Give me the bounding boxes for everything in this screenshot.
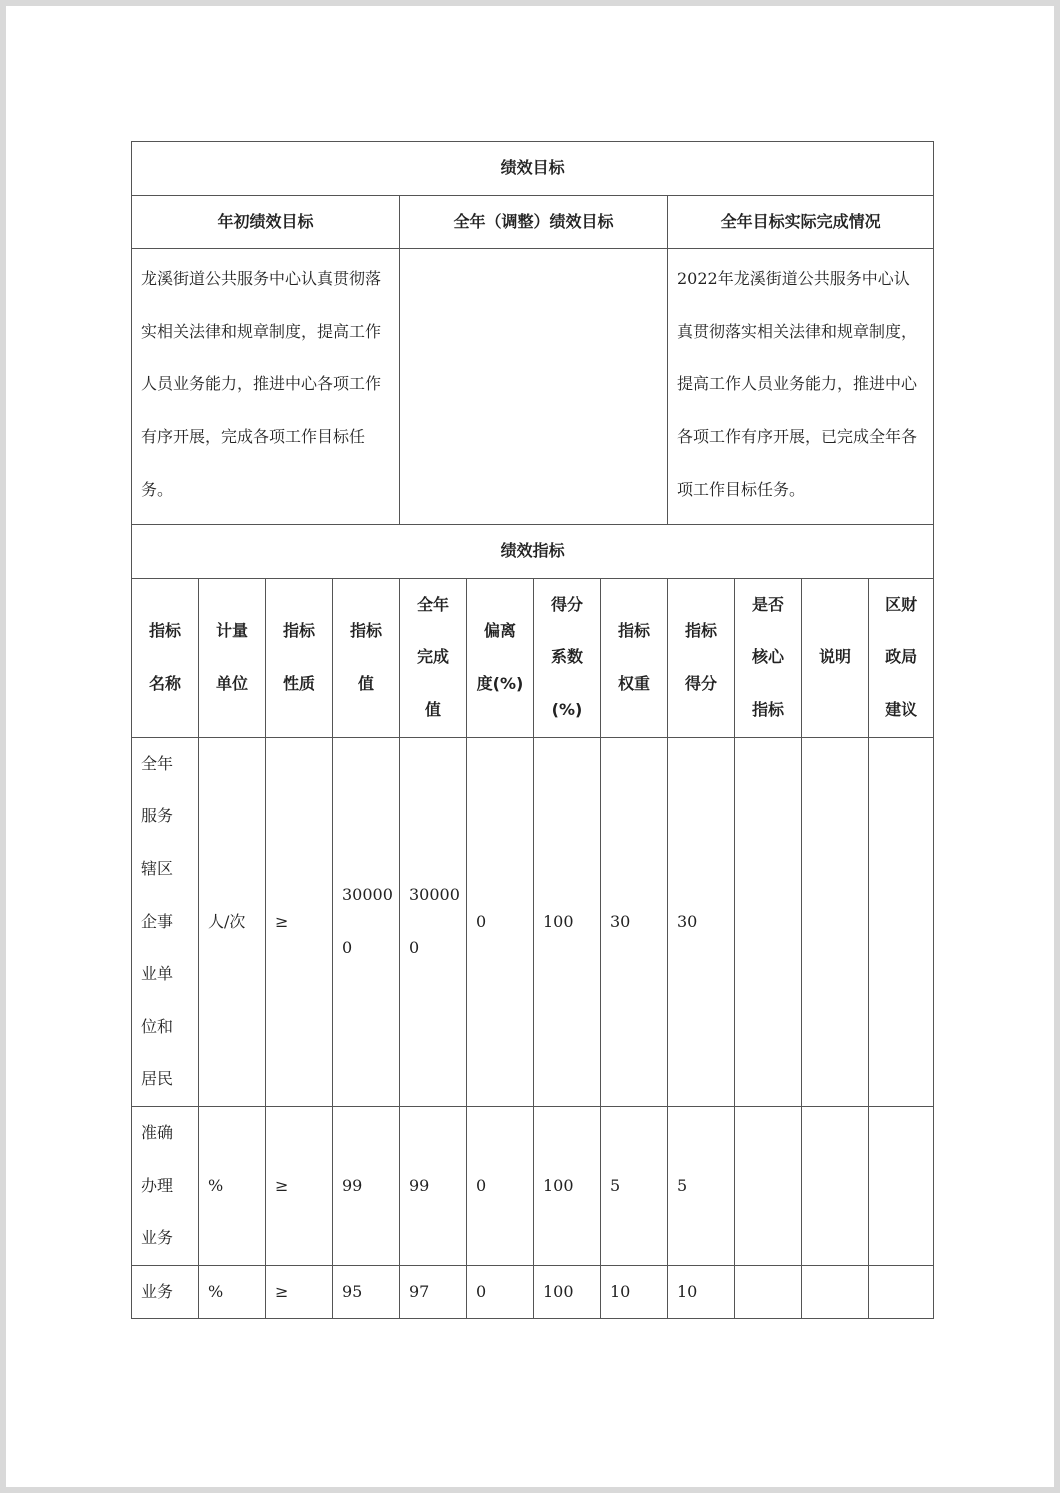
header-unit-line: 计量 bbox=[215, 621, 248, 641]
col-actual-completion: 全年目标实际完成情况 bbox=[668, 195, 934, 249]
header-unit bbox=[199, 578, 266, 737]
header-finance-advice bbox=[869, 578, 934, 737]
indicator-score-coef: 100 bbox=[534, 737, 601, 1106]
indicator-name-line: 办理 bbox=[141, 1175, 174, 1195]
header-is-core-line: 指标 bbox=[751, 700, 784, 720]
indicator-finance-advice bbox=[869, 1265, 934, 1319]
indicator-weight: 5 bbox=[601, 1106, 668, 1265]
header-actual-value-line: 全年 bbox=[416, 594, 449, 614]
indicator-name-line: 居民 bbox=[141, 1069, 174, 1089]
indicator-weight: 10 bbox=[601, 1265, 668, 1319]
header-indicator-name-line: 指标 bbox=[148, 621, 181, 641]
header-deviation-line: 偏离 bbox=[483, 621, 516, 641]
indicator-target-value-line: 99 bbox=[342, 1175, 363, 1195]
header-is-core-line: 是否 bbox=[751, 594, 784, 614]
indicator-nature: ≥ bbox=[266, 737, 333, 1106]
indicator-actual-value-line: 30000 bbox=[409, 885, 460, 905]
header-score-coef-line: 得分 bbox=[550, 594, 583, 614]
header-target-value-line: 指标 bbox=[349, 621, 382, 641]
goals-section-title: 绩效目标 bbox=[132, 142, 934, 196]
header-finance-advice-line: 政局 bbox=[885, 647, 918, 667]
indicator-deviation: 0 bbox=[467, 737, 534, 1106]
indicator-deviation: 0 bbox=[467, 1106, 534, 1265]
indicator-nature: ≥ bbox=[266, 1265, 333, 1319]
indicator-unit: 人/次 bbox=[199, 737, 266, 1106]
indicator-score: 10 bbox=[668, 1265, 735, 1319]
indicator-note bbox=[802, 1106, 869, 1265]
indicator-actual-value-line: 99 bbox=[409, 1175, 430, 1195]
indicator-actual-value-line: 97 bbox=[409, 1281, 430, 1301]
indicator-nature: ≥ bbox=[266, 1106, 333, 1265]
header-note bbox=[802, 578, 869, 737]
col-adjusted-goal: 全年（调整）绩效目标 bbox=[400, 195, 668, 249]
indicator-target-value bbox=[333, 737, 400, 1106]
indicator-score: 30 bbox=[668, 737, 735, 1106]
indicator-row bbox=[132, 1106, 934, 1265]
indicator-name-line: 辖区 bbox=[141, 858, 174, 878]
indicator-finance-advice bbox=[869, 737, 934, 1106]
header-weight-line: 指标 bbox=[617, 621, 650, 641]
indicator-name-line: 业务 bbox=[141, 1281, 174, 1301]
indicator-unit: % bbox=[199, 1106, 266, 1265]
actual-completion-text: 2022年龙溪街道公共服务中心认真贯彻落实相关法律和规章制度，提高工作人员业务能力，推进中心各项工作有序开展，已完成全年各项工作目标任务。 bbox=[668, 249, 934, 525]
header-weight-line: 权重 bbox=[617, 673, 650, 693]
indicator-name-line: 位和 bbox=[141, 1016, 174, 1036]
header-is-core bbox=[735, 578, 802, 737]
indicator-actual-value bbox=[400, 1265, 467, 1319]
indicator-score-coef: 100 bbox=[534, 1106, 601, 1265]
indicator-note bbox=[802, 737, 869, 1106]
indicators-section-title: 绩效指标 bbox=[132, 525, 934, 579]
header-actual-value-line: 完成 bbox=[416, 647, 449, 667]
indicator-name-line: 业务 bbox=[141, 1228, 174, 1248]
indicator-actual-value bbox=[400, 1106, 467, 1265]
indicator-note bbox=[802, 1265, 869, 1319]
initial-goal-text: 龙溪街道公共服务中心认真贯彻落实相关法律和规章制度，提高工作人员业务能力，推进中心各项工作有序开展，完成各项工作目标任务。 bbox=[132, 249, 400, 525]
indicator-actual-value-line: 0 bbox=[409, 937, 420, 957]
header-note-line: 说明 bbox=[818, 647, 851, 667]
indicator-name-line: 准确 bbox=[141, 1122, 174, 1142]
indicator-name-line: 企事 bbox=[141, 911, 174, 931]
header-score-coef bbox=[534, 578, 601, 737]
indicator-actual-value bbox=[400, 737, 467, 1106]
col-initial-goal: 年初绩效目标 bbox=[132, 195, 400, 249]
indicator-deviation: 0 bbox=[467, 1265, 534, 1319]
indicator-target-value-line: 95 bbox=[342, 1281, 363, 1301]
indicator-target-value-line: 30000 bbox=[342, 885, 393, 905]
indicator-target-value-line: 0 bbox=[342, 937, 353, 957]
indicator-name-line: 服务 bbox=[141, 806, 174, 826]
indicator-row bbox=[132, 1265, 934, 1319]
indicator-rows bbox=[132, 737, 934, 1319]
header-nature-line: 指标 bbox=[282, 621, 315, 641]
indicator-is-core bbox=[735, 737, 802, 1106]
indicator-finance-advice bbox=[869, 1106, 934, 1265]
header-indicator-name bbox=[132, 578, 199, 737]
indicator-score-coef: 100 bbox=[534, 1265, 601, 1319]
header-indicator-name-line: 名称 bbox=[148, 673, 181, 693]
header-deviation bbox=[467, 578, 534, 737]
indicator-name bbox=[132, 737, 199, 1106]
indicator-target-value bbox=[333, 1265, 400, 1319]
indicator-weight: 30 bbox=[601, 737, 668, 1106]
header-deviation-line: 度(%) bbox=[476, 673, 524, 693]
header-score-coef-line: 系数 bbox=[550, 647, 583, 667]
indicator-header-row bbox=[132, 578, 934, 737]
header-finance-advice-line: 区财 bbox=[885, 594, 918, 614]
header-weight bbox=[601, 578, 668, 737]
header-finance-advice-line: 建议 bbox=[885, 700, 918, 720]
header-unit-line: 单位 bbox=[215, 673, 248, 693]
header-score-coef-line: (%) bbox=[551, 700, 583, 720]
indicator-unit: % bbox=[199, 1265, 266, 1319]
document-page bbox=[6, 6, 1054, 1487]
indicator-name bbox=[132, 1265, 199, 1319]
header-score-line: 得分 bbox=[684, 673, 717, 693]
indicator-target-value bbox=[333, 1106, 400, 1265]
adjusted-goal-text bbox=[400, 249, 668, 525]
header-is-core-line: 核心 bbox=[751, 647, 784, 667]
header-actual-value-line: 值 bbox=[424, 700, 441, 720]
indicator-name bbox=[132, 1106, 199, 1265]
header-score-line: 指标 bbox=[684, 621, 717, 641]
indicator-is-core bbox=[735, 1106, 802, 1265]
indicator-row bbox=[132, 737, 934, 1106]
indicator-score: 5 bbox=[668, 1106, 735, 1265]
header-target-value-line: 值 bbox=[357, 673, 374, 693]
indicator-name-line: 全年 bbox=[141, 753, 174, 773]
indicator-name-line: 业单 bbox=[141, 964, 174, 984]
indicator-is-core bbox=[735, 1265, 802, 1319]
header-actual-value bbox=[400, 578, 467, 737]
performance-table bbox=[131, 141, 934, 1319]
header-nature bbox=[266, 578, 333, 737]
header-nature-line: 性质 bbox=[282, 673, 315, 693]
header-score bbox=[668, 578, 735, 737]
header-target-value bbox=[333, 578, 400, 737]
